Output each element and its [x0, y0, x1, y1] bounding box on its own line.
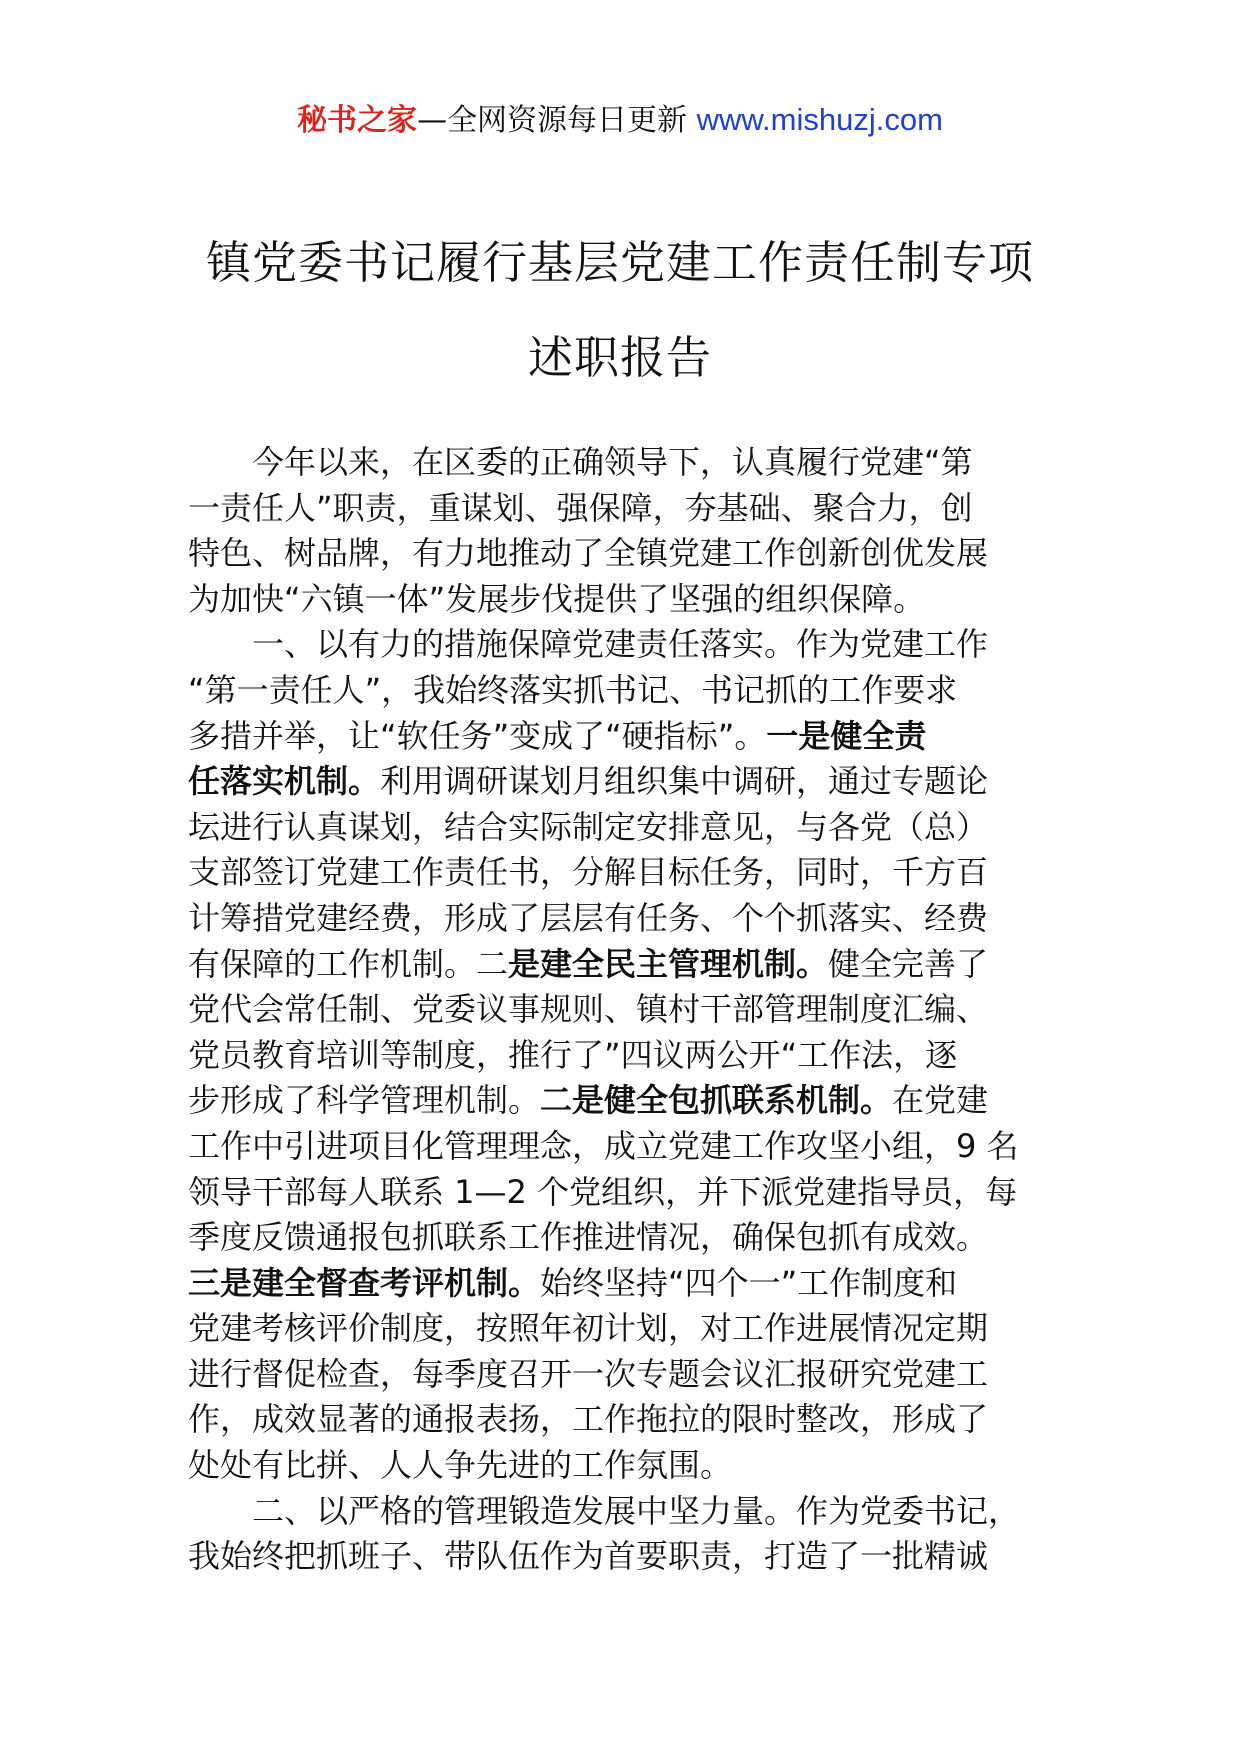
text-span: 健全完善了: [828, 944, 989, 983]
text-line: 工作中引进项目化管理理念，成立党建工作攻坚小组，9 名: [188, 1126, 1019, 1165]
text-span: 有保障的工作机制。二: [188, 944, 509, 983]
text-line: 坛进行认真谋划，结合实际制定安排意见，与各党（总）: [188, 807, 989, 846]
bold-heading: 二是健全包抓联系机制。: [540, 1081, 893, 1120]
text-line: [188, 1261, 1050, 1307]
text-span: 利用调研谋划月组织集中调研，通过专题论: [380, 762, 989, 801]
text-line: [188, 759, 1050, 805]
bold-heading: 是建全民主管理机制。: [508, 944, 829, 983]
text-line: 特色、树品牌，有力地推动了全镇党建工作创新创优发展: [188, 534, 989, 573]
text-line: 计筹措党建经费，形成了层层有任务、个个抓落实、经费: [188, 898, 989, 937]
text-span: 始终坚持“四个一”工作制度和: [540, 1263, 958, 1302]
text-span: 步形成了科学管理机制。: [188, 1081, 541, 1120]
bold-heading: 一是健全责: [766, 716, 927, 755]
paragraph-intro: [188, 440, 1050, 622]
text-line: [188, 942, 1050, 988]
paragraph-section-2: [188, 1489, 1050, 1580]
text-line: [188, 714, 1050, 760]
brand-name: 秘书之家: [297, 103, 418, 138]
text-line: “第一责任人”，我始终落实抓书记、书记抓的工作要求: [188, 670, 958, 709]
text-line: 党建考核评价制度，按照年初计划，对工作进展情况定期: [188, 1309, 989, 1348]
site-header: [0, 100, 1240, 141]
bold-heading: 三是建全督查考评机制。: [188, 1263, 541, 1302]
text-line: 一责任人”职责，重谋划、强保障，夯基础、聚合力，创: [188, 488, 973, 527]
site-url-link[interactable]: www.mishuzj.com: [696, 102, 943, 137]
text-line: 二、以严格的管理锻造发展中坚力量。作为党委书记，: [252, 1491, 1021, 1530]
document-body: [188, 440, 1050, 1580]
paragraph-section-1: [188, 622, 1050, 1488]
text-line: 党员教育培训等制度，推行了”四议两公开“工作法，逐: [188, 1035, 958, 1074]
text-line: 今年以来，在区委的正确领导下，认真履行党建“第: [252, 443, 973, 481]
text-line: 为加快“六镇一体”发展步伐提供了坚强的组织保障。: [188, 579, 926, 618]
text-line: 处处有比拼、人人争先进的工作氛围。: [188, 1446, 733, 1485]
header-slogan: —全网资源每日更新: [417, 103, 697, 138]
document-title: [0, 215, 1240, 405]
text-line: 作，成效显著的通报表扬，工作拖拉的限时整改，形成了: [188, 1400, 989, 1439]
text-line: 领导干部每人联系 1—2 个党组织，并下派党建指导员，每: [188, 1172, 1018, 1211]
text-line: 进行督促检查，每季度召开一次专题会议汇报研究党建工: [188, 1354, 989, 1393]
bold-heading: 任落实机制。: [188, 762, 381, 801]
title-line-2: 述职报告: [527, 331, 712, 384]
text-span: 多措并举，让“软任务”变成了“硬指标”。: [188, 716, 767, 755]
text-span: 在党建: [892, 1081, 989, 1120]
text-line: 季度反馈通报包抓联系工作推进情况，确保包抓有成效。: [188, 1218, 989, 1257]
title-line-1: 镇党委书记履行基层党建工作责任制专项: [205, 236, 1034, 289]
text-line: 一、以有力的措施保障党建责任落实。作为党建工作: [252, 625, 989, 664]
text-line: 支部签订党建工作责任书，分解目标任务，同时，千方百: [188, 853, 989, 892]
text-line: [188, 1078, 1050, 1124]
text-line: 我始终把抓班子、带队伍作为首要职责，打造了一批精诚: [188, 1537, 989, 1576]
text-line: 党代会常任制、党委议事规则、镇村干部管理制度汇编、: [188, 990, 989, 1029]
